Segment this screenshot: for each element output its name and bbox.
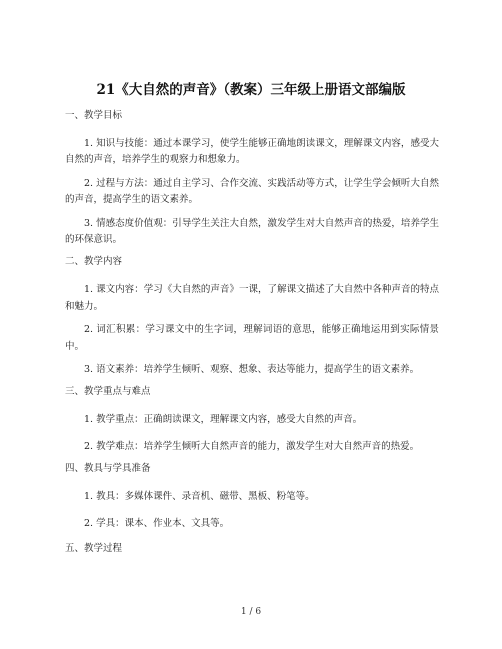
paragraph: 1. 课文内容：学习《大自然的声音》一课，了解课文描述了大自然中各种声音的特点和魅力。 bbox=[65, 284, 439, 312]
section-heading: 四、教具与学具准备 bbox=[65, 463, 151, 475]
paragraph: 2. 词汇积累：学习课文中的生字词，理解词语的意思，能够正确地运用到实际情景中。 bbox=[65, 324, 439, 352]
paragraph: 1. 教具：多媒体课件、录音机、磁带、黑板、粉笔等。 bbox=[84, 491, 315, 503]
section-content bbox=[65, 255, 439, 378]
paragraph: 2. 教学难点：培养学生倾听大自然声音的能力，激发学生对大自然声音的热爱。 bbox=[84, 440, 420, 452]
section-key-points bbox=[65, 385, 439, 455]
page-number: 1 / 6 bbox=[240, 607, 262, 617]
document-title: 21《大自然的声音》（教案）三年级上册语文部编版 bbox=[96, 82, 406, 98]
paragraph: 3. 情感态度价值观：引导学生关注大自然，激发学生对大自然声音的热爱，培养学生的环保意识。 bbox=[65, 217, 439, 246]
section-process bbox=[65, 542, 439, 556]
section-objectives bbox=[65, 109, 439, 248]
section-heading: 五、教学过程 bbox=[65, 543, 123, 555]
section-materials bbox=[65, 462, 439, 532]
paragraph: 3. 语文素养：培养学生倾听、观察、想象、表达等能力，提高学生的语文素养。 bbox=[84, 364, 420, 376]
section-heading: 三、教学重点与难点 bbox=[65, 386, 151, 398]
document-body bbox=[65, 109, 439, 569]
paragraph: 2. 学具：课本、作业本、文具等。 bbox=[84, 517, 230, 529]
section-heading: 一、教学目标 bbox=[65, 110, 123, 121]
paragraph: 2. 过程与方法：通过自主学习、合作交流、实践活动等方式，让学生学会倾听大自然的声音，提高学生的语文素养。 bbox=[65, 177, 439, 206]
section-heading: 二、教学内容 bbox=[65, 256, 123, 268]
paragraph: 1. 知识与技能：通过本课学习，使学生能够正确地朗读课文，理解课文内容，感受大自然的声音，培养学生的观察力和想象力。 bbox=[65, 138, 439, 166]
paragraph: 1. 教学重点：正确朗读课文，理解课文内容，感受大自然的声音。 bbox=[84, 414, 363, 426]
